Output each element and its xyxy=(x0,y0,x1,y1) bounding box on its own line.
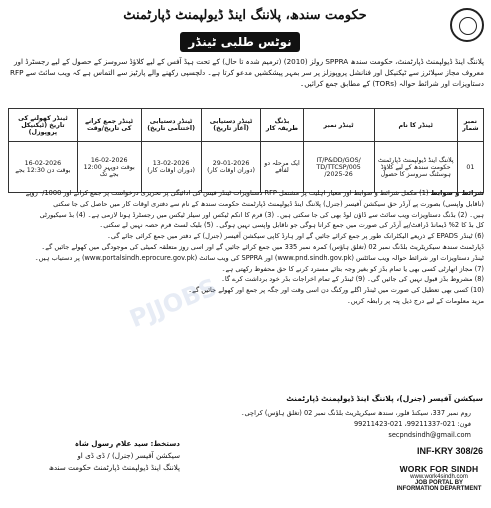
department-heading: حکومت سندھ، پلاننگ اینڈ ڈیولپمنٹ ڈپارٹمنٹ xyxy=(123,8,367,23)
signature-department: پلاننگ اینڈ ڈیولپمنٹ ڈپارٹمنٹ حکومت سندھ xyxy=(48,463,180,472)
terms-line: کل بڈ کا 2% ڈیمانڈ ڈرافٹ/پے آرڈر کی صورت میں جمع کرانا ہوگی جو ناقابل واپسی نہیں ہوگی۔ (5) بلیک لسٹ فرم حصہ نہیں لے سکتی۔ xyxy=(99,221,484,230)
cell-open-date: 16-02-2026 xyxy=(24,160,62,167)
contact-officer: سیکشن آفیسر (جنرل)، پلاننگ اینڈ ڈیولپمنٹ ڈپارٹمنٹ xyxy=(286,394,483,403)
cell-pre-bid xyxy=(141,142,201,193)
contact-address: روم نمبر 337، سیکنڈ فلور، سندھ سیکریٹریٹ بلڈنگ نمبر 02 (تغلق ہاؤس) کراچی۔ xyxy=(240,409,471,417)
sindh-government-logo xyxy=(450,8,484,42)
badge-url: www.work4sindh.com xyxy=(410,474,468,480)
signature-name: دستخط: سید علام رسول شاہ xyxy=(74,439,180,448)
cell-submit-note: بوقت دوپہر 12:00 بجے تک xyxy=(83,163,135,178)
col-header-open: ٹینڈر کھولنے کی تاریخ (ٹیکنیکل پروپوزل) xyxy=(9,109,78,142)
cell-pre-bid-date: 13-02-2026 xyxy=(152,160,190,167)
notice-title-banner: نوٹس طلبی ٹینڈر xyxy=(180,32,300,52)
terms-line: مزید معلومات کے لیے درج ذیل پتہ پر رابطہ کریں۔ xyxy=(346,296,484,305)
cell-publish-note: (دوران اوقات کار) xyxy=(207,167,255,174)
cell-open xyxy=(9,142,78,193)
terms-line: (6) ٹینڈر EPADS کے ذریعے الیکٹرانک طور پر جمع کرائے جائیں گے اور ہارڈ کاپی سیکشن آفیسر (جنرل) کے دفتر میں جمع کرائی جائے گی۔ xyxy=(107,232,484,241)
col-header-no: نمبر شمار xyxy=(457,109,483,142)
terms-line: (8) مشروط بڈز قبول نہیں کی جائیں گی۔ (9) ٹینڈر کے تمام اخراجات بڈر خود برداشت کرے گا۔ xyxy=(221,275,484,284)
terms-title: شرائط و ضوابط xyxy=(430,189,484,197)
cell-open-note: بوقت دن 12:30 بجے xyxy=(15,167,71,174)
terms-block xyxy=(8,188,484,307)
col-header-publish: ٹینڈر دستیابی (آغاز تاریخ) xyxy=(201,109,261,142)
terms-line: ٹینڈر دستاویزات اور شرائط حوالہ ویب سائٹس (www.pnd.sindh.gov.pk) اور SPPRA کی ویب سائٹ (www.portalsindh.eprocure.gov.pk) پر دستیاب ہیں۔ xyxy=(34,253,484,262)
cell-publish-date: 29-01-2026 xyxy=(212,160,250,167)
watermark: PJJOBS xyxy=(125,272,221,334)
signature-block xyxy=(10,438,180,474)
badge-brand: WORK FOR SINDH xyxy=(399,464,479,474)
cell-tender-no: IT/P&DD/GOS/ TD/TTCSP/005 /2025-26 xyxy=(303,142,374,193)
terms-line: (10) کسی بھی تعطیل کی صورت میں ٹینڈر اگلے ورکنگ دن اسی وقت اور جگہ پر جمع اور کھولے جائیں گے۔ xyxy=(188,286,484,295)
cell-work: پلاننگ اینڈ ڈیولپمنٹ ڈپارٹمنٹ حکومت سندھ کے لیے کلاؤڈ ہوسٹنگ سروسز کا حصول xyxy=(374,142,457,193)
intro-paragraph: پلاننگ اینڈ ڈیولپمنٹ ڈپارٹمنٹ، حکومت سندھ SPPRA رولز (2010) (ترمیم شدہ تا حال) کے تحت ہیڈ آفس کے لیے کلاؤڈ سروسز کے حصول کے لیے رجسٹرڈ اور معروف مجاز سپلائرز سے ٹیکنیکل اور فنانشل پروپوزلز پر سر بمہر پیشکشیں مدعو کرتا ہے۔ دلچسپی رکھنے والے پارٹیز سے التماس ہے کہ ویب سائٹ سے RFP دستاویزات اور شرائط حوالہ (TORs) کے مطابق جمع کرائیں۔ xyxy=(9,57,484,88)
tender-table xyxy=(8,108,484,193)
col-header-work: ٹینڈر کا نام xyxy=(374,109,457,142)
terms-line: ہیں۔ (2) بڈنگ دستاویزات ویب سائٹ سے ڈاؤن لوڈ بھی کی جا سکتی ہیں۔ (3) فرم کا انکم ٹیکس اور سیلز ٹیکس میں رجسٹرڈ ہونا لازمی ہے۔ (4) بڈ سیکیورٹی xyxy=(39,210,484,219)
terms-line: ڈپارٹمنٹ سندھ سیکریٹریٹ بلڈنگ نمبر 02 (تغلق ہاؤس) کمرہ نمبر 335 میں جمع کرائے جائیں گے اور اسی روز متعلقہ کمیٹی کی موجودگی میں کھولے جائیں گے۔ xyxy=(41,242,484,251)
work-for-sindh-badge xyxy=(395,464,483,504)
cell-submit-date: 16-02-2026 xyxy=(90,156,128,164)
table-row xyxy=(9,142,484,193)
contact-block xyxy=(171,408,471,441)
col-header-tender-no: ٹینڈر نمبر xyxy=(303,109,374,142)
terms-line: (1) مکمل شرائط و ضوابط اور معیار اہلیت پر مشتمل RFP دستاویزات ٹینڈر فیس کی ادائیگی پر تحریری درخواست پر جمع کرانے اور 1000/- روپے xyxy=(25,189,429,197)
reference-number: INF-KRY 308/26 xyxy=(416,446,483,456)
tender-table-header-row xyxy=(9,109,484,142)
col-header-bid-type: بڈنگ طریقہ کار xyxy=(261,109,303,142)
col-header-submit: ٹینڈر جمع کرانے کی تاریخ/وقت xyxy=(77,109,141,142)
cell-bid-type: ایک مرحلہ دو لفافے xyxy=(261,142,303,193)
badge-tagline: JOB PORTAL BY INFORMATION DEPARTMENT xyxy=(396,480,482,492)
col-header-pre-bid: ٹینڈر دستیابی (اختتامی تاریخ) xyxy=(141,109,201,142)
cell-publish xyxy=(201,142,261,193)
contact-phone: فون: 021-99211337، 021-99211423 xyxy=(353,420,471,428)
signature-title: سیکشن آفیسر (جنرل) / ڈی ڈی او xyxy=(77,451,180,460)
cell-no: 01 xyxy=(457,142,483,193)
contact-email: secpndsindh@gmail.com xyxy=(388,431,471,439)
terms-line: (7) مجاز اتھارٹی کسی بھی یا تمام بڈز کو بغیر وجہ بتائے مسترد کرنے کا حق محفوظ رکھتی ہے۔ xyxy=(221,264,484,273)
cell-submit xyxy=(77,142,141,193)
terms-line: (ناقابل واپسی) بصورت پے آرڈر حق سیکشن آفیسر (جنرل) پلاننگ اینڈ ڈیولپمنٹ ڈپارٹمنٹ حکومت سندھ کے نام سے دفتری اوقات کار میں حاصل کی جا سکتی xyxy=(53,199,484,208)
cell-pre-bid-note: (دوران اوقات کار) xyxy=(147,167,195,174)
